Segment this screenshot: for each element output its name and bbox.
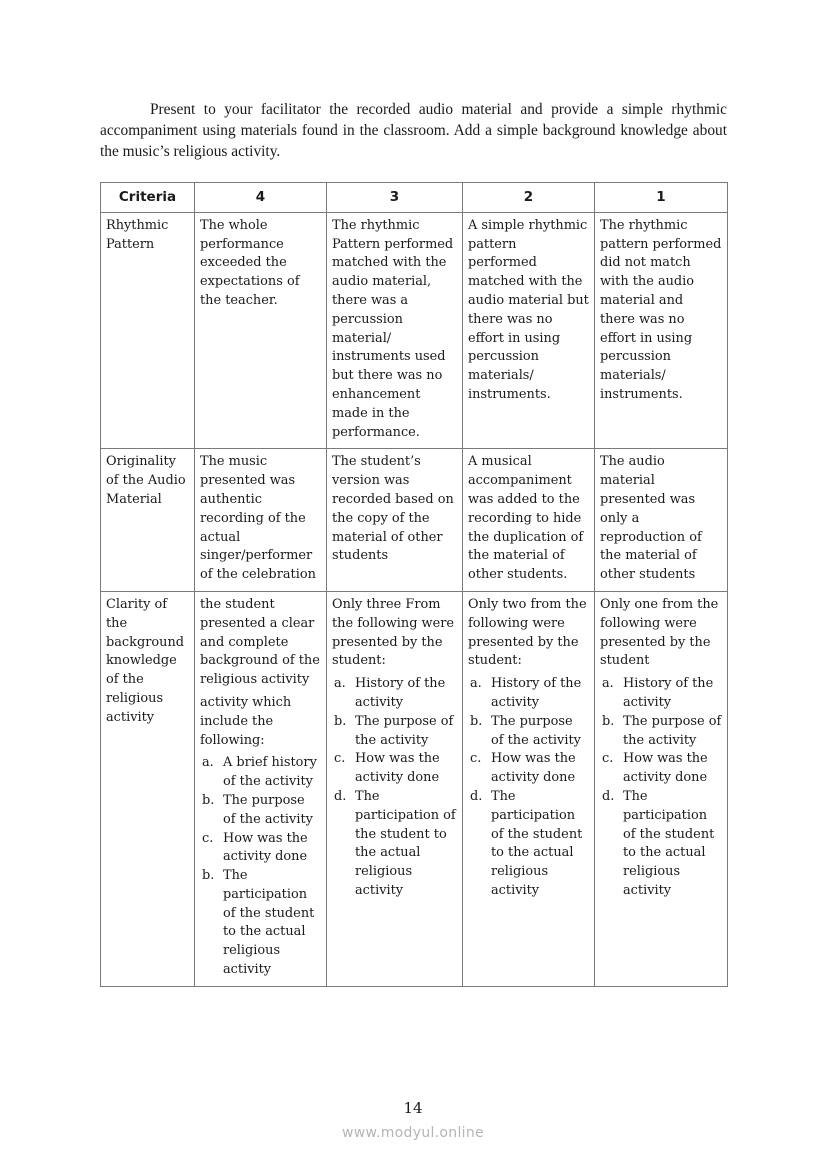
list-item [468, 750, 589, 788]
list-marker: b. [602, 713, 615, 729]
list-marker: d. [602, 788, 615, 804]
list-text: The participation of the student to the actual religious activity [491, 788, 583, 898]
score-1-cell: The audio material presented was only a reproduction of the material of other students [595, 449, 728, 592]
list-item [600, 788, 722, 901]
list-text: History of the activity [623, 676, 714, 710]
list-text: The purpose of the activity [491, 713, 581, 748]
list-marker: b. [202, 868, 215, 884]
score-1-cell: The rhythmic pattern performed did not match with the audio material and there was no effort in using percussion materials/ instruments. [595, 212, 728, 449]
list-marker: d. [334, 788, 347, 804]
list-item [332, 675, 457, 713]
list-item [200, 792, 321, 830]
cell-intro: Only three From the following were presented by the student: [332, 596, 455, 669]
score-3-cell: The student’s version was recorded based on the copy of the material of other students [327, 449, 463, 592]
list-text: The participation of the student to the actual religious activity [355, 788, 456, 898]
list-text: The participation of the student to the actual religious activity [223, 868, 315, 978]
list-text: The purpose of the activity [623, 713, 722, 748]
list-marker: b. [334, 713, 347, 729]
header-score-4: 4 [195, 183, 327, 213]
score-2-cell [463, 591, 595, 986]
list-marker: c. [334, 751, 346, 767]
score-4-cell: The music presented was authentic recording of the actual singer/performer of the celebration [195, 449, 327, 592]
list-marker: b. [202, 792, 215, 808]
list-marker: c. [602, 751, 614, 767]
page-number: 14 [403, 1099, 423, 1117]
criteria-list [332, 675, 457, 901]
list-text: How was the activity done [355, 751, 440, 786]
cell-intro-continued: activity which include the following: [200, 694, 292, 748]
header-score-2: 2 [463, 183, 595, 213]
list-marker: c. [202, 830, 214, 846]
list-marker: b. [470, 713, 483, 729]
score-1-cell [595, 591, 728, 986]
cell-intro: the student presented a clear and complete background of the religious activity [200, 596, 320, 688]
list-item [200, 867, 321, 980]
list-text: How was the activity done [623, 751, 708, 786]
list-text: The purpose of the activity [223, 792, 313, 827]
list-text: The purpose of the activity [355, 713, 454, 748]
instructions-paragraph: Present to your facilitator the recorded audio material and provide a simple rhythmic accompaniment using materials found in the classroom. Add a simple background knowledge about the music’s religious activity. [100, 101, 727, 160]
list-item [468, 788, 589, 901]
header-criteria: Criteria [101, 183, 195, 213]
list-item [332, 788, 457, 901]
list-item [600, 713, 722, 751]
list-marker: a. [470, 676, 482, 692]
score-4-cell: The whole performance exceeded the expectations of the teacher. [195, 212, 327, 449]
list-text: The participation of the student to the actual religious activity [623, 788, 715, 898]
list-item [468, 675, 589, 713]
list-marker: a. [202, 755, 214, 771]
list-marker: a. [334, 676, 346, 692]
list-item [332, 713, 457, 751]
list-text: How was the activity done [223, 830, 308, 865]
score-3-cell [327, 591, 463, 986]
criteria-cell: Originality of the Audio Material [101, 449, 195, 592]
criteria-list [468, 675, 589, 901]
score-2-cell: A musical accompaniment was added to the recording to hide the duplication of the material of other students. [463, 449, 595, 592]
criteria-list [200, 754, 321, 980]
list-marker: c. [470, 751, 482, 767]
list-item [600, 675, 722, 713]
header-score-1: 1 [595, 183, 728, 213]
list-text: A brief history of the activity [223, 755, 317, 790]
list-item [468, 713, 589, 751]
table-row-originality [101, 449, 728, 592]
header-score-3: 3 [327, 183, 463, 213]
list-text: How was the activity done [491, 751, 576, 786]
score-4-cell [195, 591, 327, 986]
list-item [600, 750, 722, 788]
cell-intro: Only two from the following were presented by the student: [468, 596, 587, 669]
list-item [200, 830, 321, 868]
table-row-rhythmic-pattern [101, 212, 728, 449]
cell-intro: Only one from the following were presented by the student [600, 596, 719, 669]
list-marker: d. [470, 788, 483, 804]
score-2-cell: A simple rhythmic pattern performed matched with the audio material but there was no effort in using percussion materials/ instruments. [463, 212, 595, 449]
list-text: History of the activity [355, 676, 446, 710]
score-3-cell: The rhythmic Pattern performed matched with the audio material, there was a percussion material/ instruments used but there was no enhancement made in the performance. [327, 212, 463, 449]
list-item [200, 754, 321, 792]
header-row [101, 183, 728, 213]
table-row-clarity [101, 591, 728, 986]
criteria-list [600, 675, 722, 901]
rubric-table [100, 182, 728, 987]
criteria-cell: Rhythmic Pattern [101, 212, 195, 449]
list-item [332, 750, 457, 788]
list-marker: a. [602, 676, 614, 692]
criteria-cell: Clarity of the background knowledge of the religious activity [101, 591, 195, 986]
watermark-text: www.modyul.online [342, 1125, 484, 1141]
list-text: History of the activity [491, 676, 582, 710]
